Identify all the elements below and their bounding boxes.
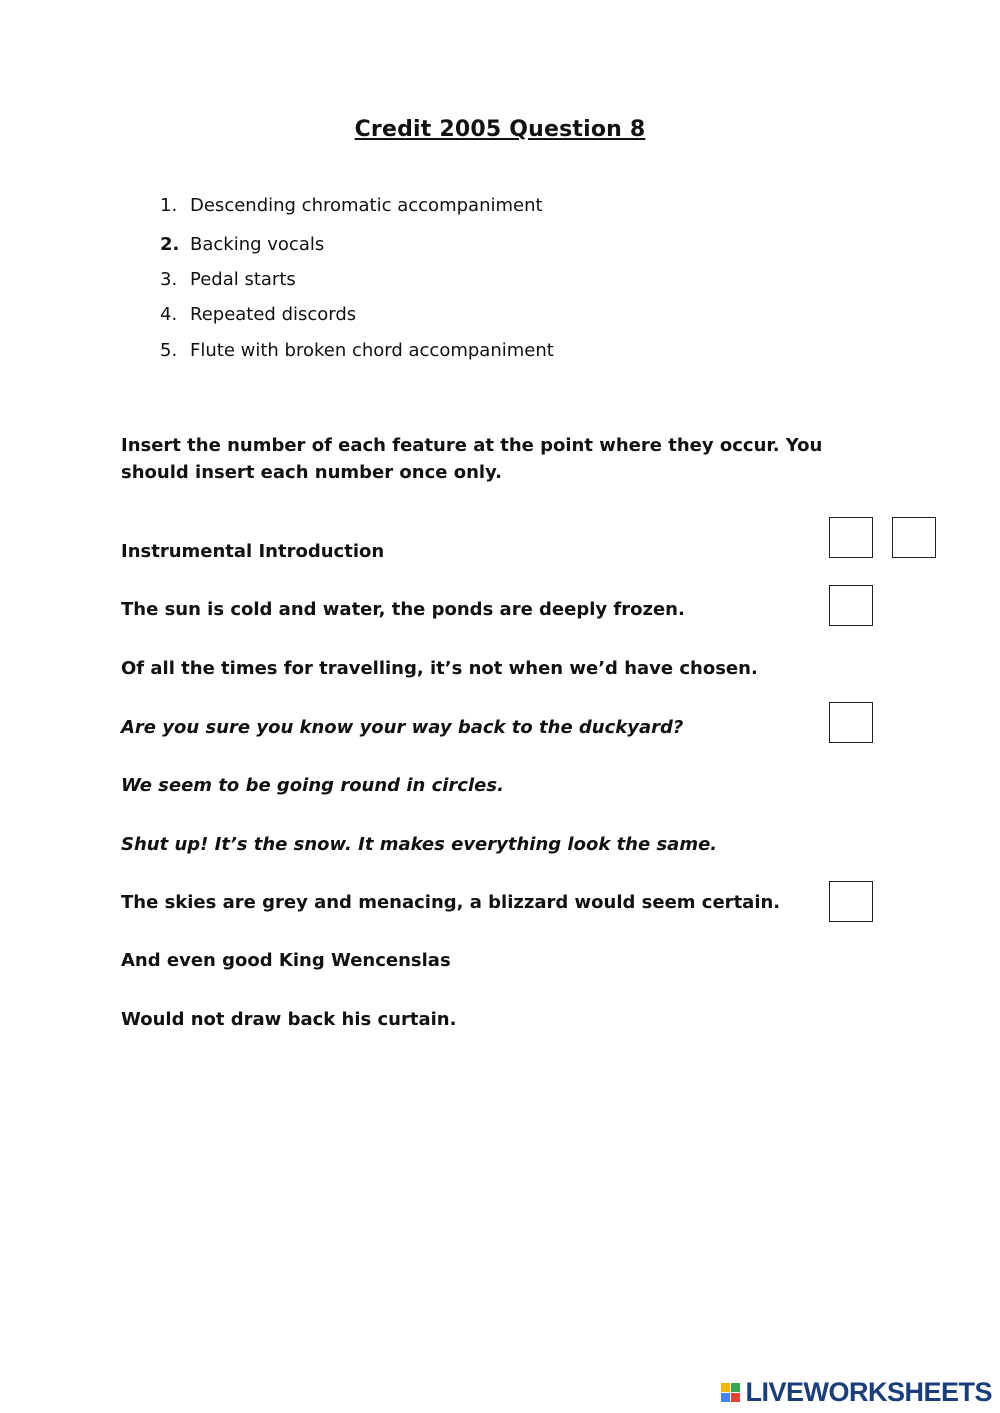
feature-label: Flute with broken chord accompaniment: [190, 340, 554, 361]
lyric-line: And even good King Wencenslas: [121, 950, 451, 971]
lyric-line: We seem to be going round in circles.: [121, 775, 504, 796]
feature-number: 4.: [160, 304, 178, 325]
instruction-text: Insert the number of each feature at the point where they occur. You should insert each number once only.: [121, 435, 823, 483]
list-item: [160, 304, 356, 325]
answer-box[interactable]: [829, 585, 873, 626]
list-item: [160, 195, 543, 216]
answer-box[interactable]: [892, 517, 936, 558]
lyric-line: Of all the times for travelling, it’s not when we’d have chosen.: [121, 658, 758, 679]
feature-label: Descending chromatic accompaniment: [190, 195, 543, 216]
answer-box[interactable]: [829, 702, 873, 743]
feature-label: Repeated discords: [190, 304, 357, 325]
list-item: [160, 234, 324, 255]
answer-box[interactable]: [829, 881, 873, 922]
feature-number: 2.: [160, 234, 180, 255]
list-item: [160, 340, 554, 361]
lyric-line: Are you sure you know your way back to the duckyard?: [121, 717, 684, 738]
lyric-line: Instrumental Introduction: [121, 541, 385, 562]
feature-number: 5.: [160, 340, 178, 361]
lyric-line: Would not draw back his curtain.: [121, 1009, 457, 1030]
liveworksheets-logo: [721, 1375, 992, 1409]
page-title: Credit 2005 Question 8: [354, 117, 646, 142]
lyric-line: The sun is cold and water, the ponds are deeply frozen.: [121, 599, 685, 620]
feature-number: 1.: [160, 195, 178, 216]
list-item: [160, 269, 296, 290]
feature-number: 3.: [160, 269, 178, 290]
lyric-line: Shut up! It’s the snow. It makes everything look the same.: [121, 834, 718, 855]
feature-label: Pedal starts: [190, 269, 296, 290]
feature-label: Backing vocals: [190, 234, 325, 255]
logo-icon: [721, 1383, 740, 1402]
logo-text: LIVEWORKSHEETS: [745, 1376, 992, 1407]
lyric-line: The skies are grey and menacing, a blizzard would seem certain.: [121, 892, 781, 913]
answer-box[interactable]: [829, 517, 873, 558]
